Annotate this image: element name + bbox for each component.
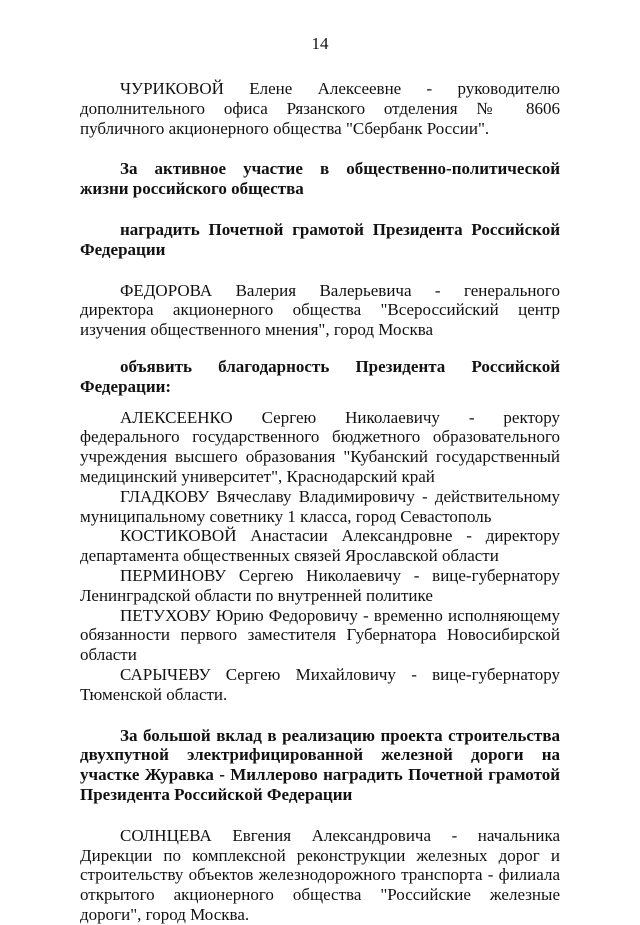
document-body bbox=[80, 79, 560, 925]
award-entry-petukhov: ПЕТУХОВУ Юрию Федоровичу - временно исполняющему обязанности первого заместителя Губернатора Новосибирской области bbox=[80, 605, 560, 665]
award-entry-perminov: ПЕРМИНОВУ Сергею Николаевичу - вице-губернатору Ленинградской области по внутренней политике bbox=[80, 565, 560, 605]
award-entry-gladkov: ГЛАДКОВУ Вячеславу Владимировичу - действительному муниципальному советнику 1 класса, город Севастополь bbox=[80, 486, 560, 526]
award-entry-churikova: ЧУРИКОВОЙ Елене Алексеевне - руководителю дополнительного офиса Рязанского отделения № 8606 публичного акционерного общества "Сбербанк России". bbox=[80, 79, 560, 138]
section-heading-railway-project: За большой вклад в реализацию проекта строительства двухпутной электрифицированной железной дороги на участке Журавка - Миллерово наградить Почетной грамотой Президента Российской Федерации bbox=[80, 725, 560, 804]
award-entry-kostikova: КОСТИКОВОЙ Анастасии Александровне - директору департамента общественных связей Ярославской области bbox=[80, 526, 560, 566]
page-number: 14 bbox=[311, 34, 329, 53]
award-entry-fedorov: ФЕДОРОВА Валерия Валерьевича - генерального директора акционерного общества "Всероссийский центр изучения общественного мнения", город Москва bbox=[80, 280, 560, 340]
award-type-heading-certificate: наградить Почетной грамотой Президента Российской Федерации bbox=[80, 219, 560, 259]
award-type-heading-gratitude: объявить благодарность Президента Российской Федерации: bbox=[80, 356, 560, 396]
award-entry-alekseenko: АЛЕКСЕЕНКО Сергею Николаевичу - ректору федерального государственного бюджетного образовательного учреждения высшего образования "Кубанский государственный медицинский университет", Краснодарский край bbox=[80, 407, 560, 486]
award-entry-solntsev: СОЛНЦЕВА Евгения Александровича - начальника Дирекции по комплексной реконструкции железных дорог и строительству объектов железнодорожного транспорта - филиала открытого акционерного общества "Российские железные дороги", город Москва. bbox=[80, 825, 560, 924]
award-entry-sarychev: САРЫЧЕВУ Сергею Михайловичу - вице-губернатору Тюменской области. bbox=[80, 664, 560, 704]
section-heading-political-life: За активное участие в общественно-политической жизни российского общества bbox=[80, 159, 560, 199]
